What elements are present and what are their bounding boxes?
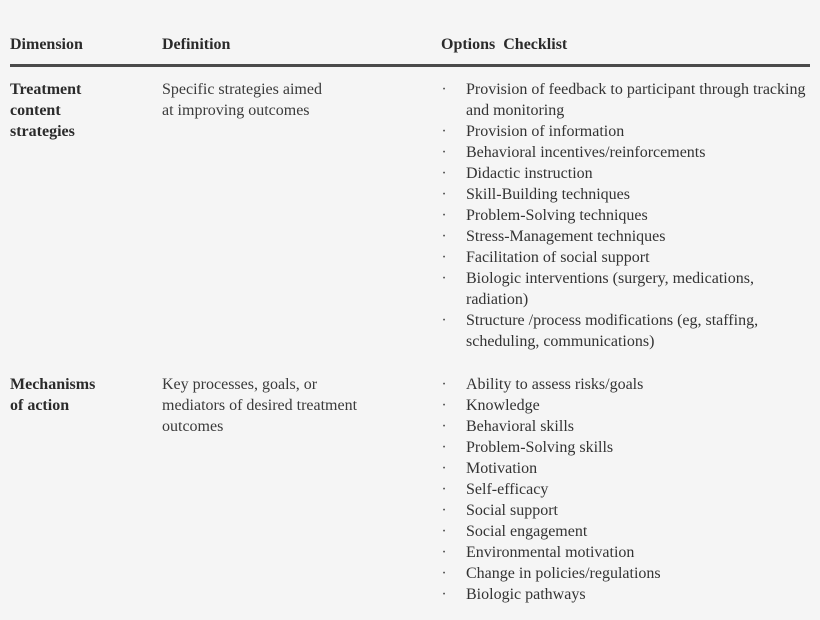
bullet-icon: ·: [441, 586, 447, 603]
option-text: Structure /process modifications (eg, staffing, scheduling, communications): [466, 312, 759, 350]
bullet-icon: ·: [441, 165, 447, 182]
dimension-line: of action: [10, 397, 70, 414]
list-item: [440, 458, 815, 479]
header-definition: Definition: [162, 36, 231, 53]
option-text: Provision of feedback to participant through tracking and monitoring: [466, 81, 806, 119]
list-item: [440, 437, 815, 458]
list-item: [440, 310, 815, 352]
bullet-icon: ·: [441, 481, 447, 498]
option-text: Change in policies/regulations: [466, 565, 661, 582]
bullet-icon: ·: [441, 228, 447, 245]
definition-line: Key processes, goals, or: [162, 376, 318, 393]
list-item: [440, 584, 815, 605]
definition-line: Specific strategies aimed: [162, 81, 322, 98]
list-item: [440, 121, 815, 142]
list-item: [440, 163, 815, 184]
option-text: Self-efficacy: [466, 481, 549, 498]
option-text: Skill-Building techniques: [466, 186, 630, 203]
option-text: Problem-Solving skills: [466, 439, 614, 456]
bullet-icon: ·: [441, 376, 447, 393]
definition-line: outcomes: [162, 418, 224, 435]
dimension-cell: [10, 79, 150, 142]
list-item: [440, 479, 815, 500]
bullet-icon: ·: [441, 123, 447, 140]
option-text: Environmental motivation: [466, 544, 635, 561]
dimension-cell: [10, 374, 150, 416]
definition-cell: [162, 79, 422, 121]
list-item: [440, 374, 815, 395]
list-item: [440, 205, 815, 226]
list-item: [440, 563, 815, 584]
bullet-icon: ·: [441, 207, 447, 224]
bullet-icon: ·: [441, 312, 447, 329]
dimension-line: strategies: [10, 123, 75, 140]
option-text: Ability to assess risks/goals: [466, 376, 644, 393]
bullet-icon: ·: [441, 81, 447, 98]
list-item: [440, 184, 815, 205]
header-divider: [10, 64, 810, 67]
list-item: [440, 521, 815, 542]
bullet-icon: ·: [441, 144, 447, 161]
list-item: [440, 416, 815, 437]
list-item: [440, 226, 815, 247]
option-text: Behavioral skills: [466, 418, 574, 435]
option-text: Knowledge: [466, 397, 540, 414]
list-item: [440, 395, 815, 416]
option-text: Motivation: [466, 460, 538, 477]
options-list: [440, 374, 815, 605]
list-item: [440, 247, 815, 268]
option-text: Problem-Solving techniques: [466, 207, 648, 224]
bullet-icon: ·: [441, 523, 447, 540]
option-text: Social support: [466, 502, 558, 519]
bullet-icon: ·: [441, 418, 447, 435]
header-dimension: Dimension: [10, 36, 83, 53]
bullet-icon: ·: [441, 502, 447, 519]
bullet-icon: ·: [441, 439, 447, 456]
definition-line: at improving outcomes: [162, 102, 310, 119]
header-options-checklist: Options Checklist: [441, 36, 568, 53]
option-text: Didactic instruction: [466, 165, 593, 182]
dimension-line: Treatment: [10, 81, 82, 98]
bullet-icon: ·: [441, 270, 447, 287]
option-text: Provision of information: [466, 123, 625, 140]
option-text: Behavioral incentives/reinforcements: [466, 144, 706, 161]
option-text: Biologic interventions (surgery, medications, radiation): [466, 270, 754, 308]
options-list: [440, 79, 815, 352]
dimension-line: content: [10, 102, 61, 119]
table-header: [0, 36, 820, 58]
list-item: [440, 79, 815, 121]
bullet-icon: ·: [441, 249, 447, 266]
option-text: Stress-Management techniques: [466, 228, 666, 245]
option-text: Facilitation of social support: [466, 249, 650, 266]
list-item: [440, 500, 815, 521]
bullet-icon: ·: [441, 565, 447, 582]
bullet-icon: ·: [441, 544, 447, 561]
definition-line: mediators of desired treatment: [162, 397, 358, 414]
list-item: [440, 542, 815, 563]
dimension-line: Mechanisms: [10, 376, 96, 393]
bullet-icon: ·: [441, 397, 447, 414]
list-item: [440, 142, 815, 163]
list-item: [440, 268, 815, 310]
option-text: Biologic pathways: [466, 586, 586, 603]
option-text: Social engagement: [466, 523, 588, 540]
bullet-icon: ·: [441, 460, 447, 477]
bullet-icon: ·: [441, 186, 447, 203]
definition-cell: [162, 374, 422, 437]
